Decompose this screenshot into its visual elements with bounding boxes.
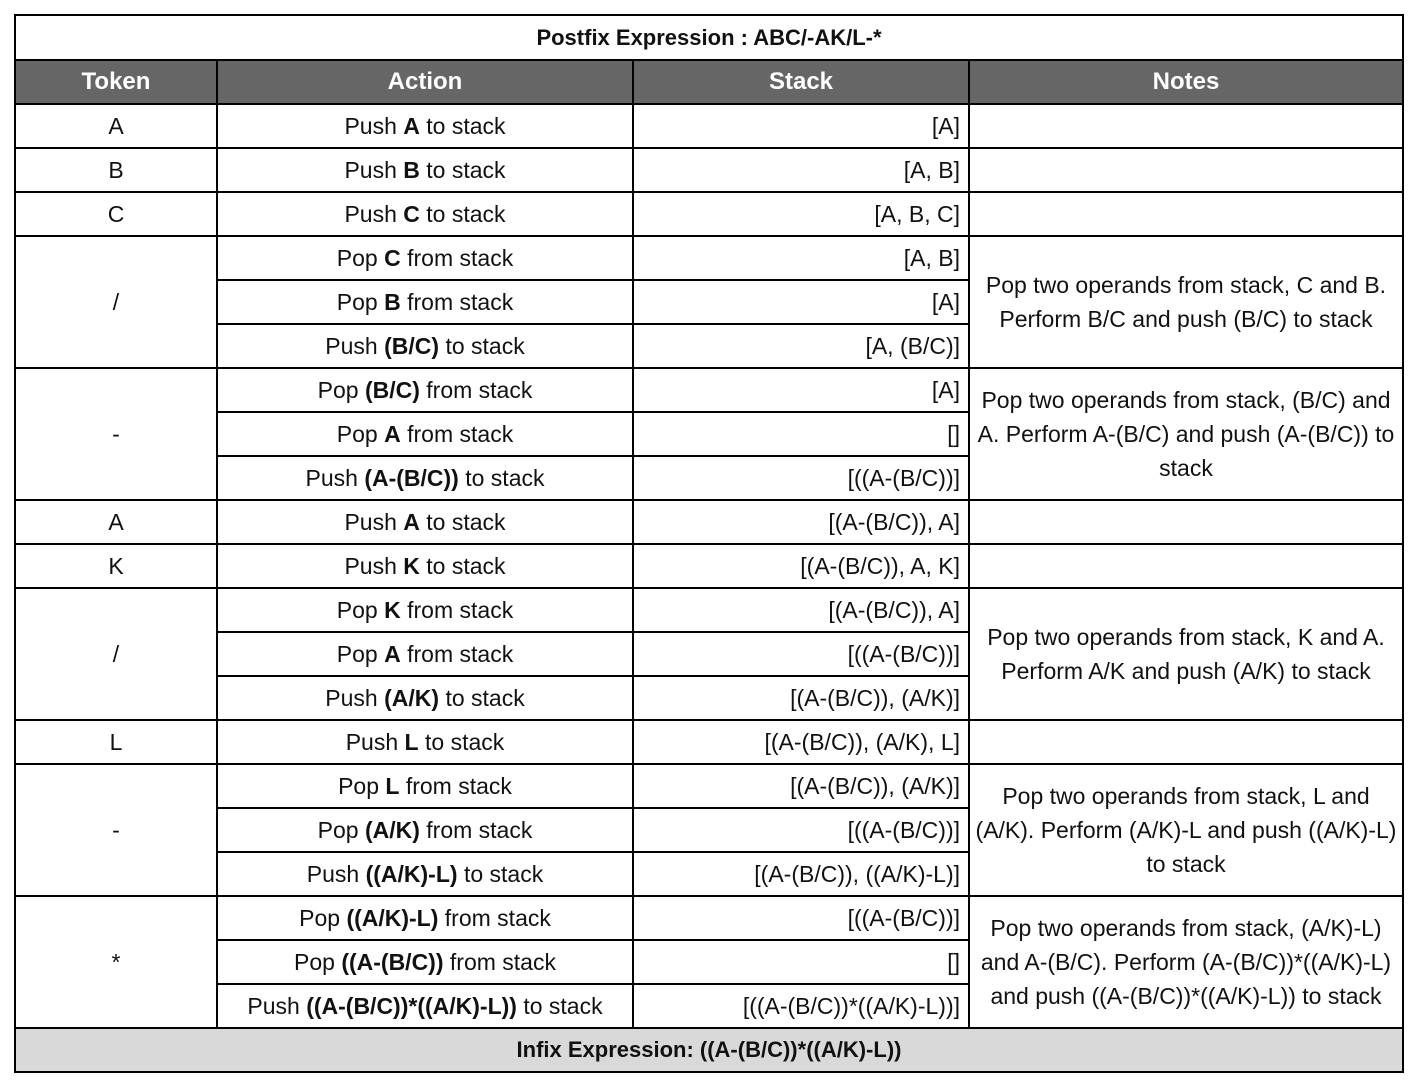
token-cell: K xyxy=(15,544,217,588)
stack-cell: [(A-(B/C)), A] xyxy=(633,500,969,544)
stack-cell: [((A-(B/C))] xyxy=(633,808,969,852)
action-suffix: to stack xyxy=(426,112,506,139)
notes-cell xyxy=(969,192,1403,236)
table-title: Postfix Expression : ABC/-AK/L-* xyxy=(15,15,1403,60)
stack-cell: [(A-(B/C)), A] xyxy=(633,588,969,632)
action-cell xyxy=(217,808,633,852)
action-operand: ((A-(B/C)) xyxy=(341,948,444,975)
stack-cell: [((A-(B/C))] xyxy=(633,632,969,676)
action-verb: Pop xyxy=(336,288,378,315)
action-suffix: to stack xyxy=(425,728,505,755)
action-cell xyxy=(217,676,633,720)
token-cell: / xyxy=(15,236,217,368)
action-operand: (B/C) xyxy=(384,332,440,359)
action-cell xyxy=(217,368,633,412)
action-operand: A xyxy=(403,508,420,535)
action-cell xyxy=(217,500,633,544)
action-operand: (A-(B/C)) xyxy=(364,464,459,491)
token-cell: B xyxy=(15,148,217,192)
action-operand: B xyxy=(403,156,420,183)
action-suffix: from stack xyxy=(449,948,556,975)
table-row xyxy=(15,104,1403,148)
action-cell xyxy=(217,236,633,280)
action-cell xyxy=(217,588,633,632)
action-suffix: to stack xyxy=(465,464,545,491)
action-cell xyxy=(217,544,633,588)
table-row xyxy=(15,764,1403,808)
action-operand: A xyxy=(403,112,420,139)
action-operand: K xyxy=(384,596,401,623)
action-verb: Pop xyxy=(336,420,378,447)
action-operand: A xyxy=(384,640,401,667)
postfix-conversion-table xyxy=(14,14,1404,1073)
token-cell: L xyxy=(15,720,217,764)
action-verb: Pop xyxy=(336,640,378,667)
table-row xyxy=(15,148,1403,192)
action-cell xyxy=(217,940,633,984)
action-cell xyxy=(217,764,633,808)
action-verb: Push xyxy=(247,992,300,1019)
stack-cell: [(A-(B/C)), (A/K)] xyxy=(633,764,969,808)
action-suffix: to stack xyxy=(426,200,506,227)
column-header-stack: Stack xyxy=(633,60,969,104)
action-cell xyxy=(217,192,633,236)
stack-cell: [(A-(B/C)), ((A/K)-L)] xyxy=(633,852,969,896)
notes-cell: Pop two operands from stack, (A/K)-L) and A-(B/C). Perform (A-(B/C))*((A/K)-L) and push ((A-(B/C))*((A/K)-L)) to stack xyxy=(969,896,1403,1028)
notes-cell: Pop two operands from stack, K and A. Perform A/K and push (A/K) to stack xyxy=(969,588,1403,720)
action-suffix: to stack xyxy=(445,684,525,711)
action-verb: Push xyxy=(344,508,397,535)
action-suffix: to stack xyxy=(426,156,506,183)
stack-cell: [] xyxy=(633,940,969,984)
table-row xyxy=(15,500,1403,544)
notes-cell xyxy=(969,104,1403,148)
action-cell xyxy=(217,456,633,500)
action-operand: L xyxy=(404,728,419,755)
action-cell xyxy=(217,984,633,1028)
action-operand: ((A-(B/C))*((A/K)-L)) xyxy=(306,992,517,1019)
action-verb: Pop xyxy=(294,948,335,975)
action-verb: Push xyxy=(345,728,399,755)
action-verb: Push xyxy=(344,156,397,183)
header-row xyxy=(15,60,1403,104)
stack-cell: [(A-(B/C)), (A/K), L] xyxy=(633,720,969,764)
action-suffix: to stack xyxy=(426,508,506,535)
action-operand: A xyxy=(384,420,401,447)
notes-cell xyxy=(969,148,1403,192)
action-suffix: to stack xyxy=(523,992,603,1019)
table-row xyxy=(15,896,1403,940)
action-verb: Pop xyxy=(338,772,379,799)
action-suffix: to stack xyxy=(445,332,525,359)
action-verb: Push xyxy=(344,112,397,139)
action-verb: Pop xyxy=(317,816,359,843)
action-suffix: from stack xyxy=(407,640,514,667)
action-cell xyxy=(217,104,633,148)
action-operand: B xyxy=(384,288,401,315)
action-suffix: to stack xyxy=(463,860,544,887)
action-cell xyxy=(217,632,633,676)
action-verb: Push xyxy=(305,464,358,491)
stack-cell: [((A-(B/C))] xyxy=(633,896,969,940)
stack-cell: [A] xyxy=(633,280,969,324)
stack-cell: [A, B] xyxy=(633,148,969,192)
table-row xyxy=(15,720,1403,764)
action-verb: Push xyxy=(325,332,378,359)
stack-cell: [A, B] xyxy=(633,236,969,280)
stack-cell: [(A-(B/C)), (A/K)] xyxy=(633,676,969,720)
action-operand: C xyxy=(403,200,420,227)
action-verb: Push xyxy=(344,200,397,227)
action-cell xyxy=(217,148,633,192)
token-cell: C xyxy=(15,192,217,236)
token-cell: - xyxy=(15,764,217,896)
column-header-notes: Notes xyxy=(969,60,1403,104)
action-suffix: from stack xyxy=(407,596,514,623)
action-operand: K xyxy=(403,552,420,579)
token-cell: - xyxy=(15,368,217,500)
stack-cell: [((A-(B/C))] xyxy=(633,456,969,500)
notes-cell xyxy=(969,500,1403,544)
action-suffix: to stack xyxy=(426,552,506,579)
action-cell xyxy=(217,324,633,368)
action-cell xyxy=(217,280,633,324)
action-suffix: from stack xyxy=(426,376,533,403)
token-cell: * xyxy=(15,896,217,1028)
table-row xyxy=(15,544,1403,588)
token-cell: / xyxy=(15,588,217,720)
table-row xyxy=(15,588,1403,632)
action-suffix: from stack xyxy=(405,772,512,799)
token-cell: A xyxy=(15,104,217,148)
action-operand: (A/K) xyxy=(384,684,440,711)
notes-cell: Pop two operands from stack, (B/C) and A. Perform A-(B/C) and push (A-(B/C)) to stack xyxy=(969,368,1403,500)
infix-result: Infix Expression: ((A-(B/C))*((A/K)-L)) xyxy=(15,1028,1403,1072)
action-operand: L xyxy=(385,772,400,799)
action-verb: Pop xyxy=(336,244,378,271)
action-verb: Push xyxy=(306,860,360,887)
action-suffix: from stack xyxy=(407,288,514,315)
column-header-token: Token xyxy=(15,60,217,104)
notes-cell xyxy=(969,544,1403,588)
action-verb: Push xyxy=(325,684,378,711)
action-verb: Pop xyxy=(299,904,341,931)
table-row xyxy=(15,368,1403,412)
table-row xyxy=(15,192,1403,236)
stack-cell: [((A-(B/C))*((A/K)-L))] xyxy=(633,984,969,1028)
action-operand: ((A/K)-L) xyxy=(346,904,439,931)
notes-cell: Pop two operands from stack, C and B. Perform B/C and push (B/C) to stack xyxy=(969,236,1403,368)
action-suffix: from stack xyxy=(407,420,514,447)
stack-cell: [A] xyxy=(633,104,969,148)
action-cell xyxy=(217,896,633,940)
action-verb: Push xyxy=(344,552,397,579)
action-cell xyxy=(217,852,633,896)
action-verb: Pop xyxy=(336,596,378,623)
action-cell xyxy=(217,720,633,764)
stack-cell: [(A-(B/C)), A, K] xyxy=(633,544,969,588)
action-suffix: from stack xyxy=(426,816,533,843)
notes-cell xyxy=(969,720,1403,764)
action-operand: C xyxy=(384,244,401,271)
notes-cell: Pop two operands from stack, L and (A/K). Perform (A/K)-L and push ((A/K)-L) to stack xyxy=(969,764,1403,896)
table-row xyxy=(15,236,1403,280)
action-suffix: from stack xyxy=(407,244,514,271)
action-verb: Pop xyxy=(317,376,359,403)
action-operand: (A/K) xyxy=(364,816,420,843)
action-operand: ((A/K)-L) xyxy=(365,860,458,887)
stack-cell: [A, (B/C)] xyxy=(633,324,969,368)
token-cell: A xyxy=(15,500,217,544)
table-body xyxy=(15,104,1403,1028)
stack-cell: [A] xyxy=(633,368,969,412)
action-suffix: from stack xyxy=(444,904,551,931)
stack-cell: [] xyxy=(633,412,969,456)
column-header-action: Action xyxy=(217,60,633,104)
action-operand: (B/C) xyxy=(364,376,420,403)
stack-cell: [A, B, C] xyxy=(633,192,969,236)
action-cell xyxy=(217,412,633,456)
